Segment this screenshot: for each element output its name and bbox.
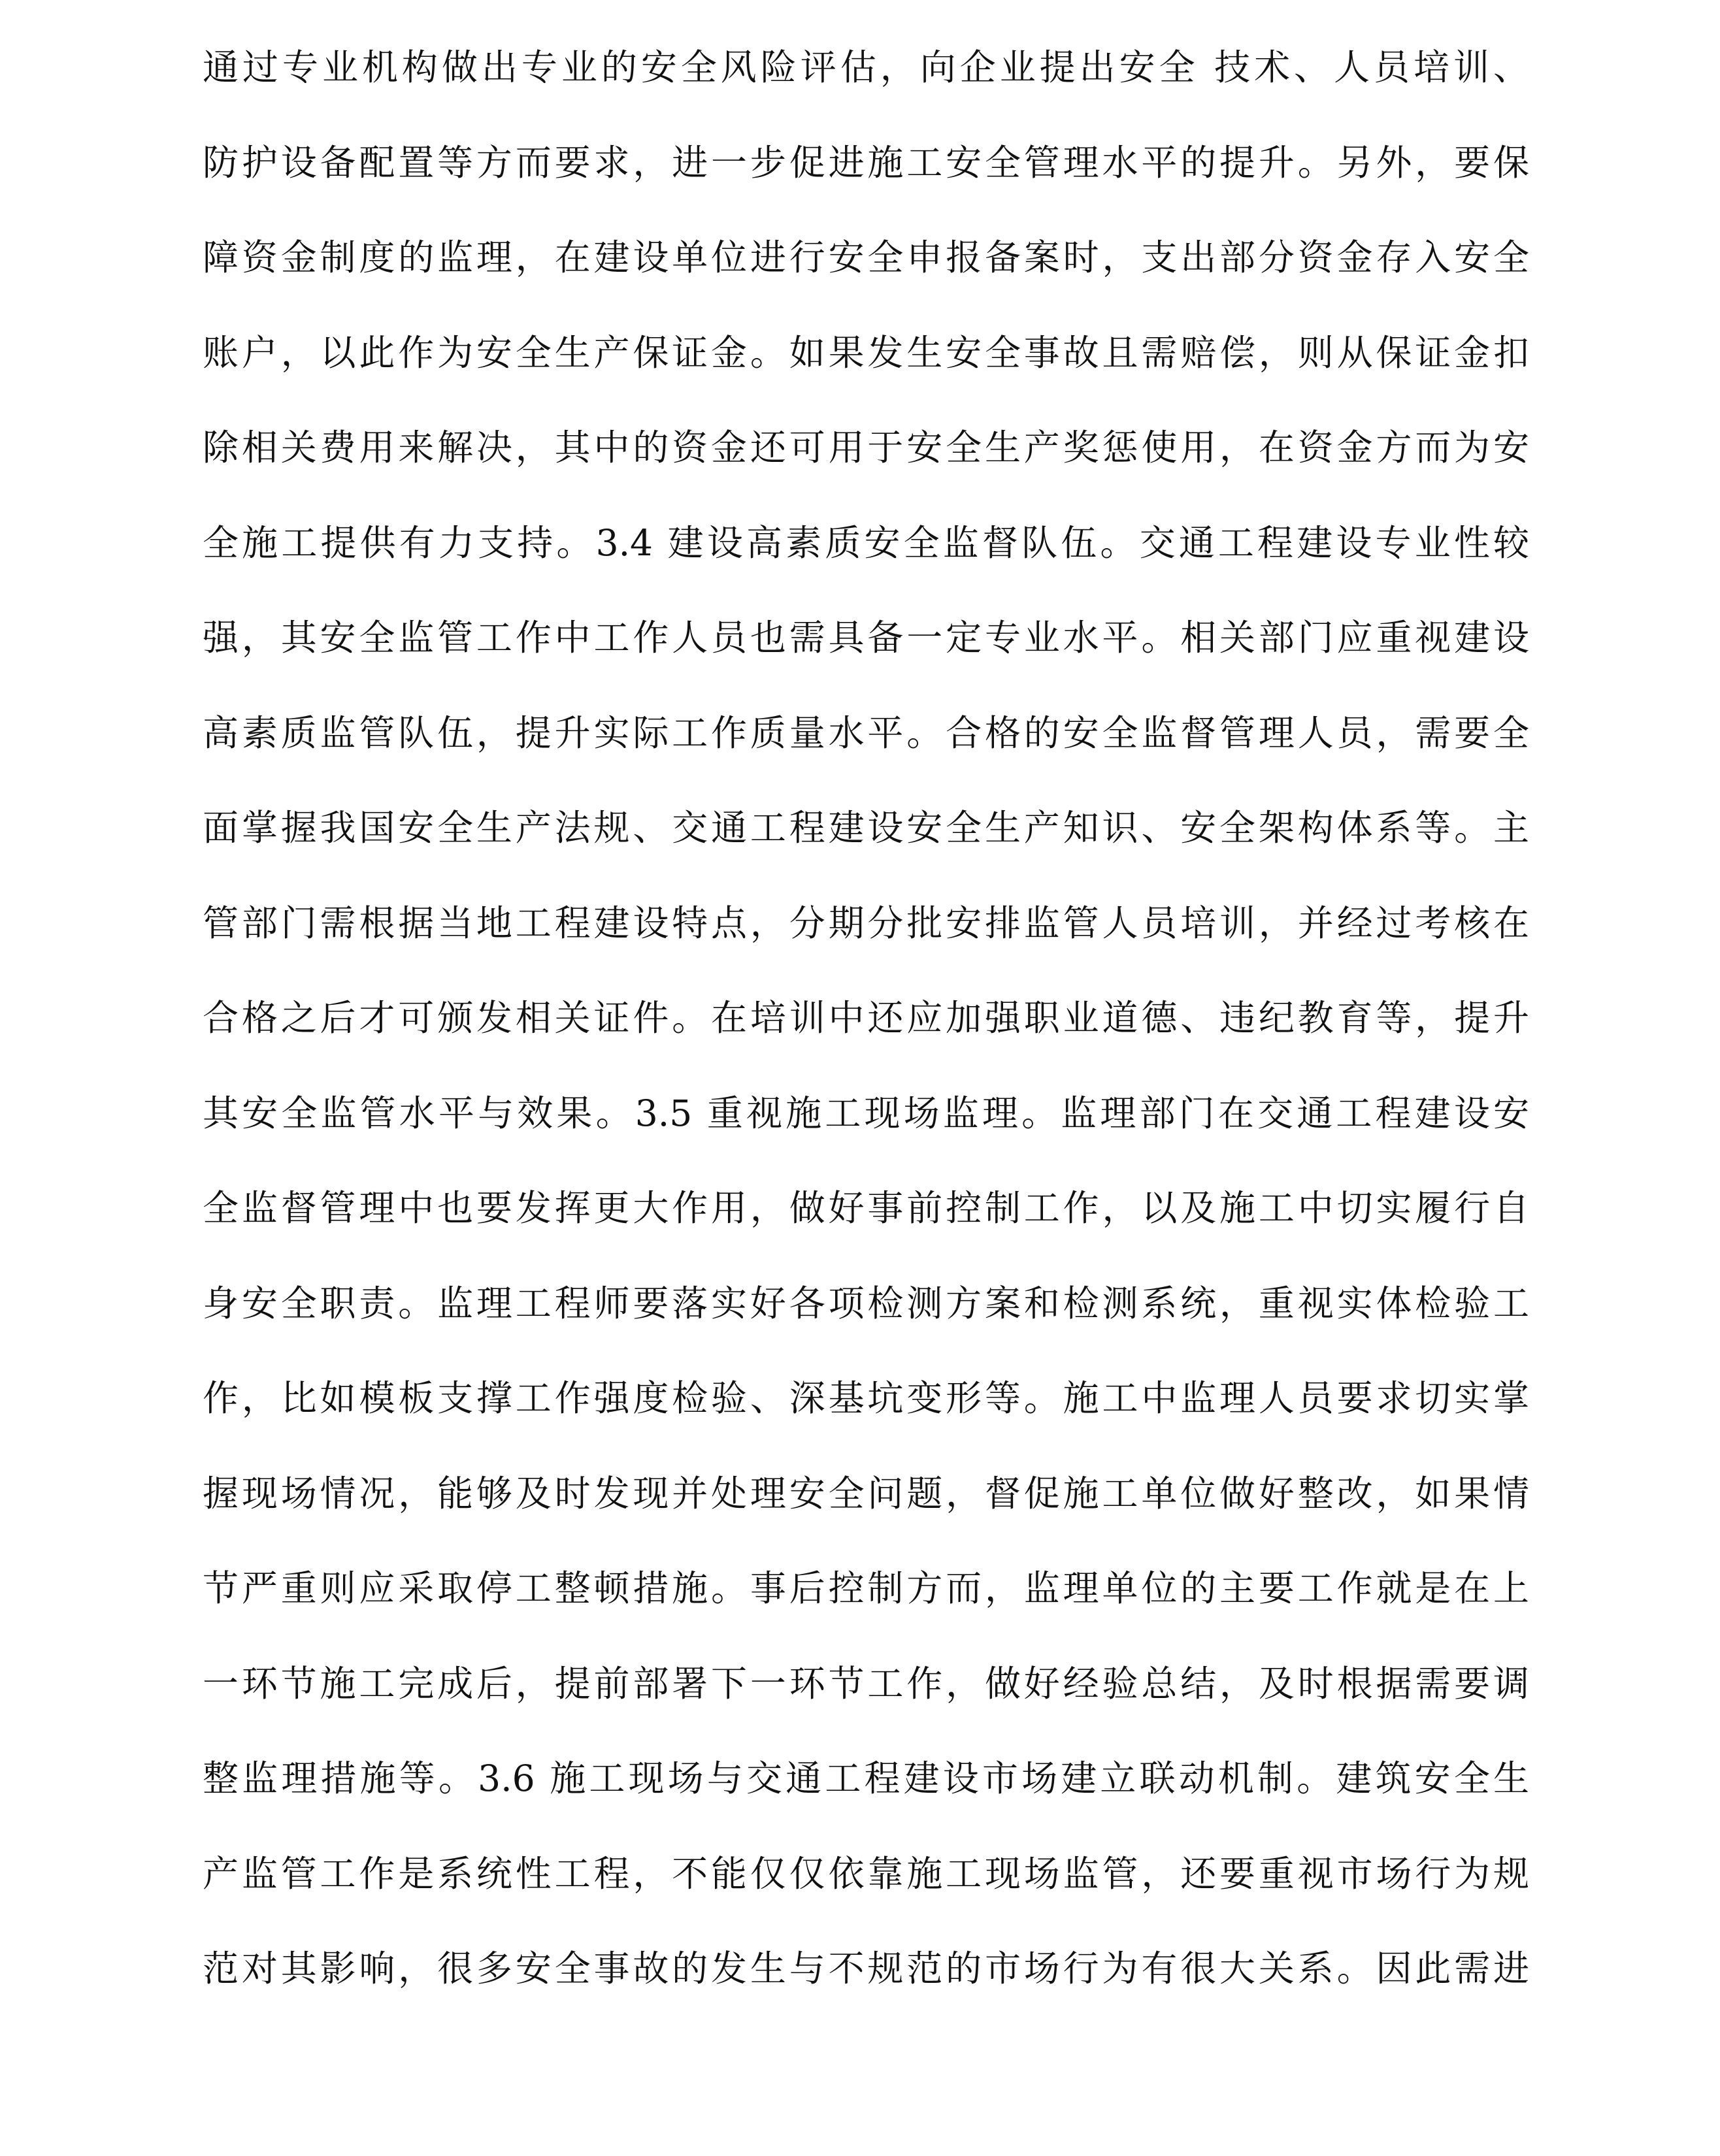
text-line: 高素质监管队伍，提升实际工作质量水平。合格的安全监督管理人员，需要全 xyxy=(203,711,1529,754)
text-line: 产监管工作是系统性工程，不能仅仅依靠施工现场监管，还要重视市场行为规 xyxy=(203,1852,1529,1895)
text-line: 合格之后才可颁发相关证件。在培训中还应加强职业道德、违纪教育等，提升 xyxy=(203,997,1529,1039)
text-line: 一环节施工完成后，提前部署下一环节工作，做好经验总结，及时根据需要调 xyxy=(203,1662,1529,1705)
text-line: 其安全监管水平与效果。3.5 重视施工现场监理。监理部门在交通工程建设安 xyxy=(203,1092,1529,1134)
body-text xyxy=(203,38,1529,2034)
text-line: 身安全职责。监理工程师要落实好各项检测方案和检测系统，重视实体检验工 xyxy=(203,1282,1529,1324)
text-line: 障资金制度的监理，在建设单位进行安全申报备案时，支出部分资金存入安全 xyxy=(203,237,1529,278)
text-line: 整监理措施等。3.6 施工现场与交通工程建设市场建立联动机制。建筑安全生 xyxy=(203,1757,1529,1799)
text-line: 强，其安全监管工作中工作人员也需具备一定专业水平。相关部门应重视建设 xyxy=(203,617,1529,659)
text-line: 握现场情况，能够及时发现并处理安全问题，督促施工单位做好整改，如果情 xyxy=(203,1472,1529,1514)
text-line: 范对其影响，很多安全事故的发生与不规范的市场行为有很大关系。因此需进 xyxy=(203,1948,1529,1989)
text-line: 全监督管理中也要发挥更大作用，做好事前控制工作，以及施工中切实履行自 xyxy=(203,1187,1529,1229)
text-line: 通过专业机构做出专业的安全风险评估，向企业提出安全 技术、人员培训、 xyxy=(203,46,1529,88)
text-line: 作，比如模板支撑工作强度检验、深基坑变形等。施工中监理人员要求切实掌 xyxy=(203,1377,1529,1419)
text-line: 账户，以此作为安全生产保证金。如果发生安全事故且需赔偿，则从保证金扣 xyxy=(203,331,1529,374)
text-line: 节严重则应采取停工整顿措施。事后控制方而，监理单位的主要工作就是在上 xyxy=(203,1567,1529,1609)
text-line: 防护设备配置等方而要求，进一步促进施工安全管理水平的提升。另外，要保 xyxy=(203,141,1529,184)
text-line: 除相关费用来解决，其中的资金还可用于安全生产奖惩使用，在资金方而为安 xyxy=(203,427,1529,468)
text-line: 全施工提供有力支持。3.4 建设高素质安全监督队伍。交通工程建设专业性较 xyxy=(203,521,1529,564)
text-line: 面掌握我国安全生产法规、交通工程建设安全生产知识、安全架构体系等。主 xyxy=(203,807,1529,849)
text-line: 管部门需根据当地工程建设特点，分期分批安排监管人员培训，并经过考核在 xyxy=(203,902,1529,944)
